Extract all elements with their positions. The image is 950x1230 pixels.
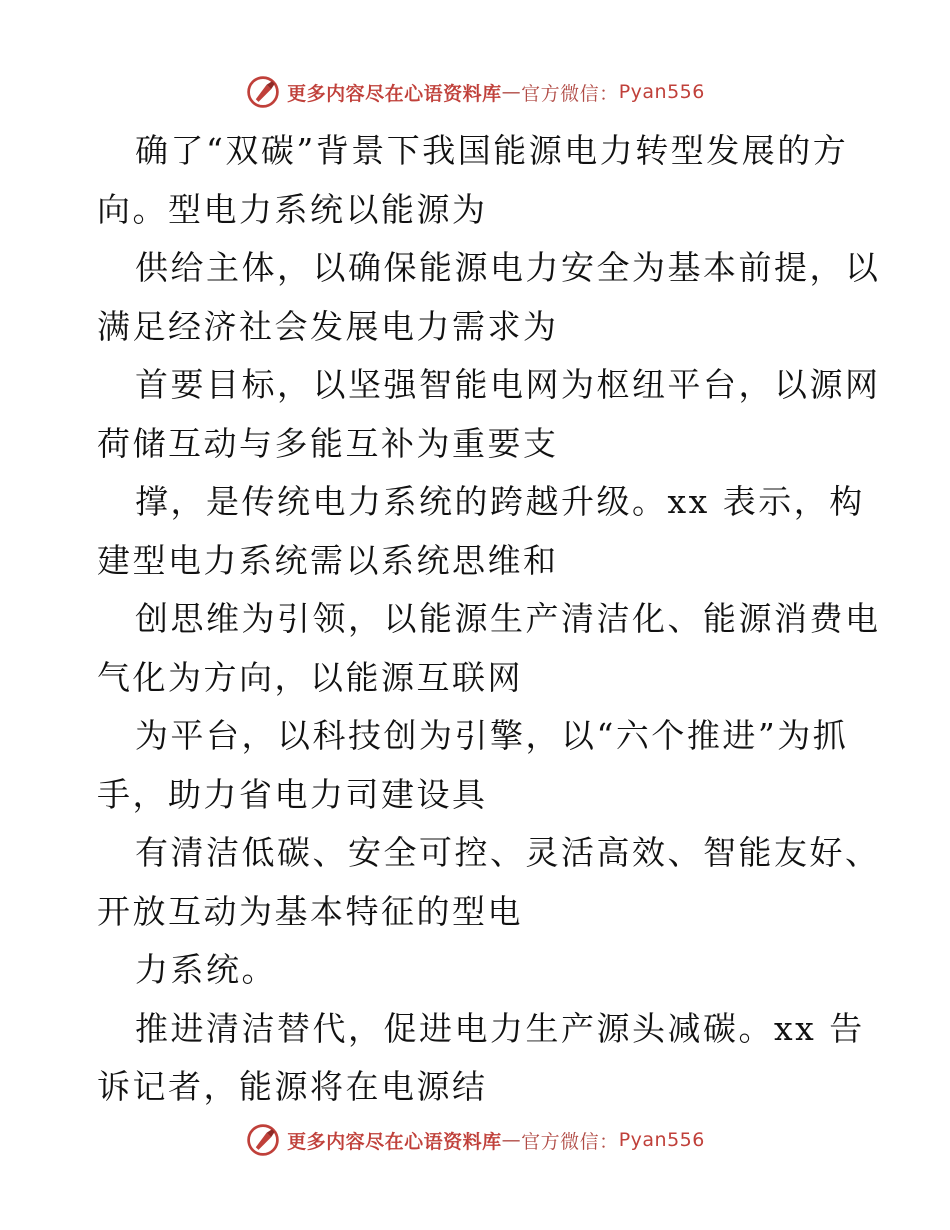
footer-watermark bbox=[0, 1120, 950, 1160]
body-line: 撑，是传统电力系统的跨越升级。xx 表示，构 bbox=[135, 482, 865, 521]
body-line: 开放互动为基本特征的型电 bbox=[97, 891, 523, 931]
body-line: 力系统。 bbox=[135, 950, 277, 989]
watermark-id: Pyan556 bbox=[618, 1129, 705, 1151]
body-line: 供给主体，以确保能源电力安全为基本前提，以 bbox=[135, 248, 881, 287]
pen-nib-logo-icon bbox=[245, 74, 281, 110]
body-line: 满足经济社会发展电力需求为 bbox=[97, 306, 559, 346]
body-line: 有清洁低碳、安全可控、灵活高效、智能友好、 bbox=[135, 833, 881, 872]
watermark-sub: 官方微信： bbox=[521, 82, 619, 105]
body-line: 首要目标，以坚强智能电网为枢纽平台，以源网 bbox=[135, 365, 881, 404]
body-line: 气化为方向，以能源互联网 bbox=[97, 657, 523, 697]
body-line: 建型电力系统需以系统思维和 bbox=[97, 540, 559, 580]
document-body bbox=[97, 122, 881, 1117]
body-line: 创思维为引领，以能源生产清洁化、能源消费电 bbox=[135, 599, 881, 638]
body-line: 向。型电力系统以能源为 bbox=[97, 189, 488, 229]
body-line: 手，助力省电力司建设具 bbox=[97, 774, 488, 814]
watermark-id: Pyan556 bbox=[618, 81, 705, 103]
body-line: 确了“双碳”背景下我国能源电力转型发展的方 bbox=[135, 131, 849, 170]
body-line: 诉记者，能源将在电源结 bbox=[97, 1067, 488, 1106]
watermark-main: 更多内容尽在心语资料库 bbox=[287, 82, 502, 105]
watermark-text bbox=[287, 79, 705, 106]
pen-nib-logo-icon bbox=[245, 1122, 281, 1158]
body-line: 为平台，以科技创为引擎，以“六个推进”为抓 bbox=[135, 716, 849, 755]
watermark-text bbox=[287, 1127, 705, 1154]
body-line: 荷储互动与多能互补为重要支 bbox=[97, 423, 559, 463]
watermark-sub: 官方微信： bbox=[521, 1130, 619, 1153]
body-line: 推进清洁替代，促进电力生产源头减碳。xx 告 bbox=[135, 1008, 865, 1048]
watermark-main: 更多内容尽在心语资料库 bbox=[287, 1130, 502, 1153]
watermark-separator: — bbox=[501, 1129, 522, 1151]
watermark-separator: — bbox=[501, 81, 522, 103]
header-watermark bbox=[0, 72, 950, 112]
